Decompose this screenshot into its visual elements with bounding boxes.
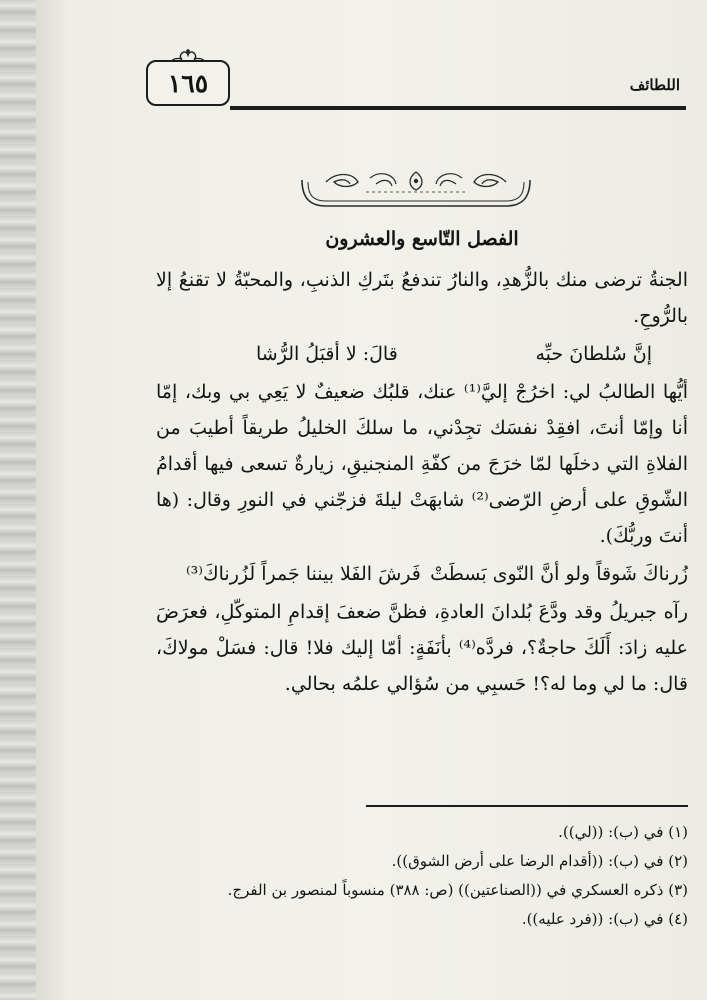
verse-hemistich-right: زُرناكَ شَوقاً ولو أنَّ النّوى بَسطَتْ (430, 563, 688, 585)
chapter-divider-ornament-icon (296, 168, 536, 212)
verse-line (156, 334, 688, 374)
book-spine-edge (0, 0, 37, 1000)
verse-hemistich-left: فَرشَ الفَلا بيننا جَمراً لَزُرناكَ⁽³⁾ (186, 563, 421, 585)
verse-hemistich-left: قالَ: لا أقبَلُ الرُّشا (256, 343, 398, 365)
footnote: (٤) في (ب): ((فرد عليه)). (521, 910, 688, 928)
verse-line (156, 554, 688, 594)
verse-hemistich-right: إنَّ سُلطانَ حبِّه (535, 343, 652, 365)
paragraph: رآه جبريلُ وقد ودَّعَ بُلدانَ العادةِ، فظنَّ ضعفَ إقدامِ المتوكّلِ، فعرَضَ عليه زادَ: أَلَكَ حاجةٌ؟، فردَّه⁽⁴⁾ بأنَفَةٍ: أمّا إليك فلا! قال: فسَلْ مولاكَ، قال: ما لي وما له؟! حَسبِي من سُؤالي علمُه بحالي. (156, 601, 688, 695)
page-number: ١٦٥ (146, 60, 230, 106)
footnote-separator (366, 805, 688, 807)
book-page (36, 0, 707, 1000)
footnotes (156, 818, 688, 934)
chapter-title: الفصل التّاسع والعشرون (325, 228, 519, 250)
running-title: اللطائف (629, 76, 680, 94)
page-header (146, 48, 686, 118)
header-rule (230, 106, 686, 110)
footnote: (٣) ذكره العسكري في ((الصناعتين)) (ص: ٣٨٨) منسوباً لمنصور بن الفرج. (227, 881, 688, 899)
main-text (156, 228, 688, 702)
paragraph: الجنةُ ترضى منك بالزُّهدِ، والنارُ تندفعُ بتَركِ الذنبِ، والمحبّةُ لا تقنعُ إلا بالرُّوحِ. (156, 269, 688, 327)
paragraph: أيُّها الطالبُ لي: اخرُجْ إليَّ⁽¹⁾ عنك، قلبُك ضعيفٌ لا يَعِي بي وبك، إمّا أنا وإمّا أنتَ، افقِدْ نفسَك تجِدْني، ما سلكَ الخليلُ طريقاً أطيبَ من الفلاةِ التي دخلَها لمّا خرَجَ من كفّةِ المنجنيقِ، زيارةٌ تسعى فيها أقدامُ الشّوقِ على أرضِ الرّضى⁽²⁾ شابهَتْ ليلةَ فزجّني في النورِ وقال: (ها أنتَ وربُّكَ). (156, 381, 689, 547)
footnote: (٢) في (ب): ((أقدام الرضا على أرض الشوق)). (391, 852, 688, 870)
footnote: (١) في (ب): ((لي)). (558, 823, 688, 841)
